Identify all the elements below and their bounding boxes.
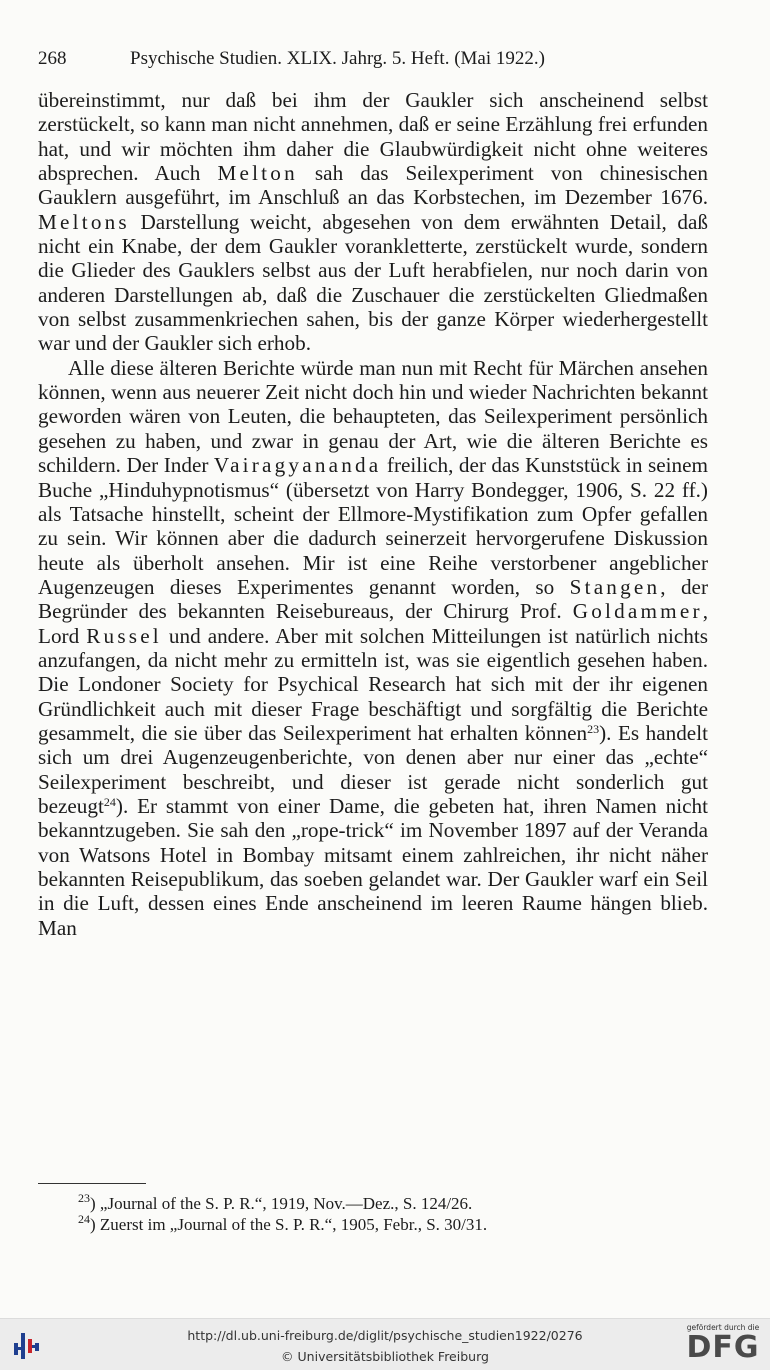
text-run: freilich, der das Kunststück in seinem Buche „Hinduhypnotismus“ (übersetzt von Harry Bondegger, 1906, S. 22 ff.) als Tatsache hinstellt, scheint der Ellmore-Mystifikation zum Opfer gefallen zu sein. Wir können aber die dadurch seinerzeit hervorgerufene Diskussion heute als überholt ansehen. Mir ist eine Reihe verstorbener angeblicher Augenzeugen dieses Experimentes genannt worden, so [38,453,708,599]
dfg-logo-icon[interactable] [682,1323,764,1367]
dfg-funding-label: gefördert durch die [686,1323,760,1332]
dfg-logo-text: DFG [686,1330,760,1365]
name-meltons: Meltons [38,209,130,234]
footnote-divider [38,1183,146,1184]
text-run: ). Er stammt von einer Dame, die gebeten hat, ihren Namen nicht bekanntzugeben. Sie sah den „rope-trick“ im November 1897 auf der Veranda von Watsons Hotel in Bombay mitsamt einem zahlreichen, ihr nicht näher bekannten Reisepublikum, das soeben gelandet war. Der Gaukler warf ein Seil in die Luft, dessen eines Ende anscheinend im leeren Raume hängen blieb. Man [38,793,708,940]
name-stangen: Stangen [569,574,661,599]
text-run: , Lord [38,599,708,648]
body-text [38,88,708,940]
footnote-ref-23[interactable]: 23 [587,721,600,736]
name-russel: Russel [86,623,162,648]
name-melton: Melton [217,161,298,186]
text-run: , der Begründer des bekannten Reisebureaus, der Chirurg Prof. [38,574,708,624]
footnote-mark: 24 [78,1212,90,1226]
name-vairagyananda: Vairagyananda [213,453,382,478]
paragraph-2 [38,356,708,940]
text-run: übereinstimmt, nur daß bei ihm der Gaukler sich anscheinend selbst zerstückelt, so kann man nicht annehmen, daß er seine Erzählung frei erfunden hat, und wir möchten ihm daher die Glaubwürdigkeit nicht ohne weiteres absprechen. Auch [38,88,708,186]
footnote-23 [78,1193,678,1214]
text-run: ). Es handelt sich um drei Augenzeugenberichte, von denen aber nur einer das „echte“ Seilexperiment beschreibt, und dieser ist gerade nicht sonderlich gut bezeugt [38,720,708,818]
footnote-text: ) Zuerst im „Journal of the S. P. R.“, 1905, Febr., S. 30/31. [90,1215,488,1234]
name-goldammer: Goldammer [572,599,703,624]
running-header [38,48,638,70]
footnote-ref-24[interactable]: 24 [103,794,116,809]
footnote-24 [78,1214,678,1235]
footnotes [78,1193,678,1235]
copyright-notice: © Universitätsbibliothek Freiburg [281,1349,489,1364]
page-number: 268 [38,48,67,69]
running-title: Psychische Studien. XLIX. Jahrg. 5. Heft. (Mai 1922.) [130,48,545,69]
text-run: und andere. Aber mit solchen Mitteilungen ist natürlich nichts anzufangen, da nicht mehr zu ermitteln ist, was sie eigentlich gesehen haben. Die Londoner Society for Psychical Research hat sich mit der ihr eigenen Gründlichkeit auch mit dieser Frage beschäftigt und sorgfältig die Berichte gesammelt, die sie über das Seilexperiment hat erhalten können [38,623,708,745]
text-run: Alle diese älteren Berichte würde man nun mit Recht für Märchen ansehen können, wenn aus neuerer Zeit nicht doch hin und wieder Nachrichten bekannt geworden wären von Leuten, die behaupteten, das Seilexperiment persönlich gesehen zu haben, und zwar in genau der Art, wie die älteren Berichte es schildern. Der Inder [38,355,708,478]
text-run: sah das Seilexperiment von chinesischen Gauklern ausgeführt, im Anschluß an das Korbstechen, im Dezember 1676. [38,161,708,210]
viewer-footer-bar [0,1318,770,1370]
footnote-text: ) „Journal of the S. P. R.“, 1919, Nov.—Dez., S. 124/26. [90,1194,473,1213]
text-run: Darstellung weicht, abgesehen von dem erwähnten Detail, daß nicht ein Knabe, der dem Gaukler vorankletterte, zerstückelt wurde, sondern die Glieder des Gauklers selbst aus der Luft herabfielen, nur noch darin von anderen Darstellungen ab, daß die Zuschauer die zerstückelten Gliedmaßen von selbst zusammenkriechen sahen, bis der ganze Körper wiederhergestellt war und der Gaukler sich erhob. [38,209,708,356]
paragraph-1 [38,88,708,356]
permalink-url[interactable]: http://dl.ub.uni-freiburg.de/diglit/psychische_studien1922/0276 [187,1328,583,1343]
footnote-mark: 23 [78,1191,90,1205]
